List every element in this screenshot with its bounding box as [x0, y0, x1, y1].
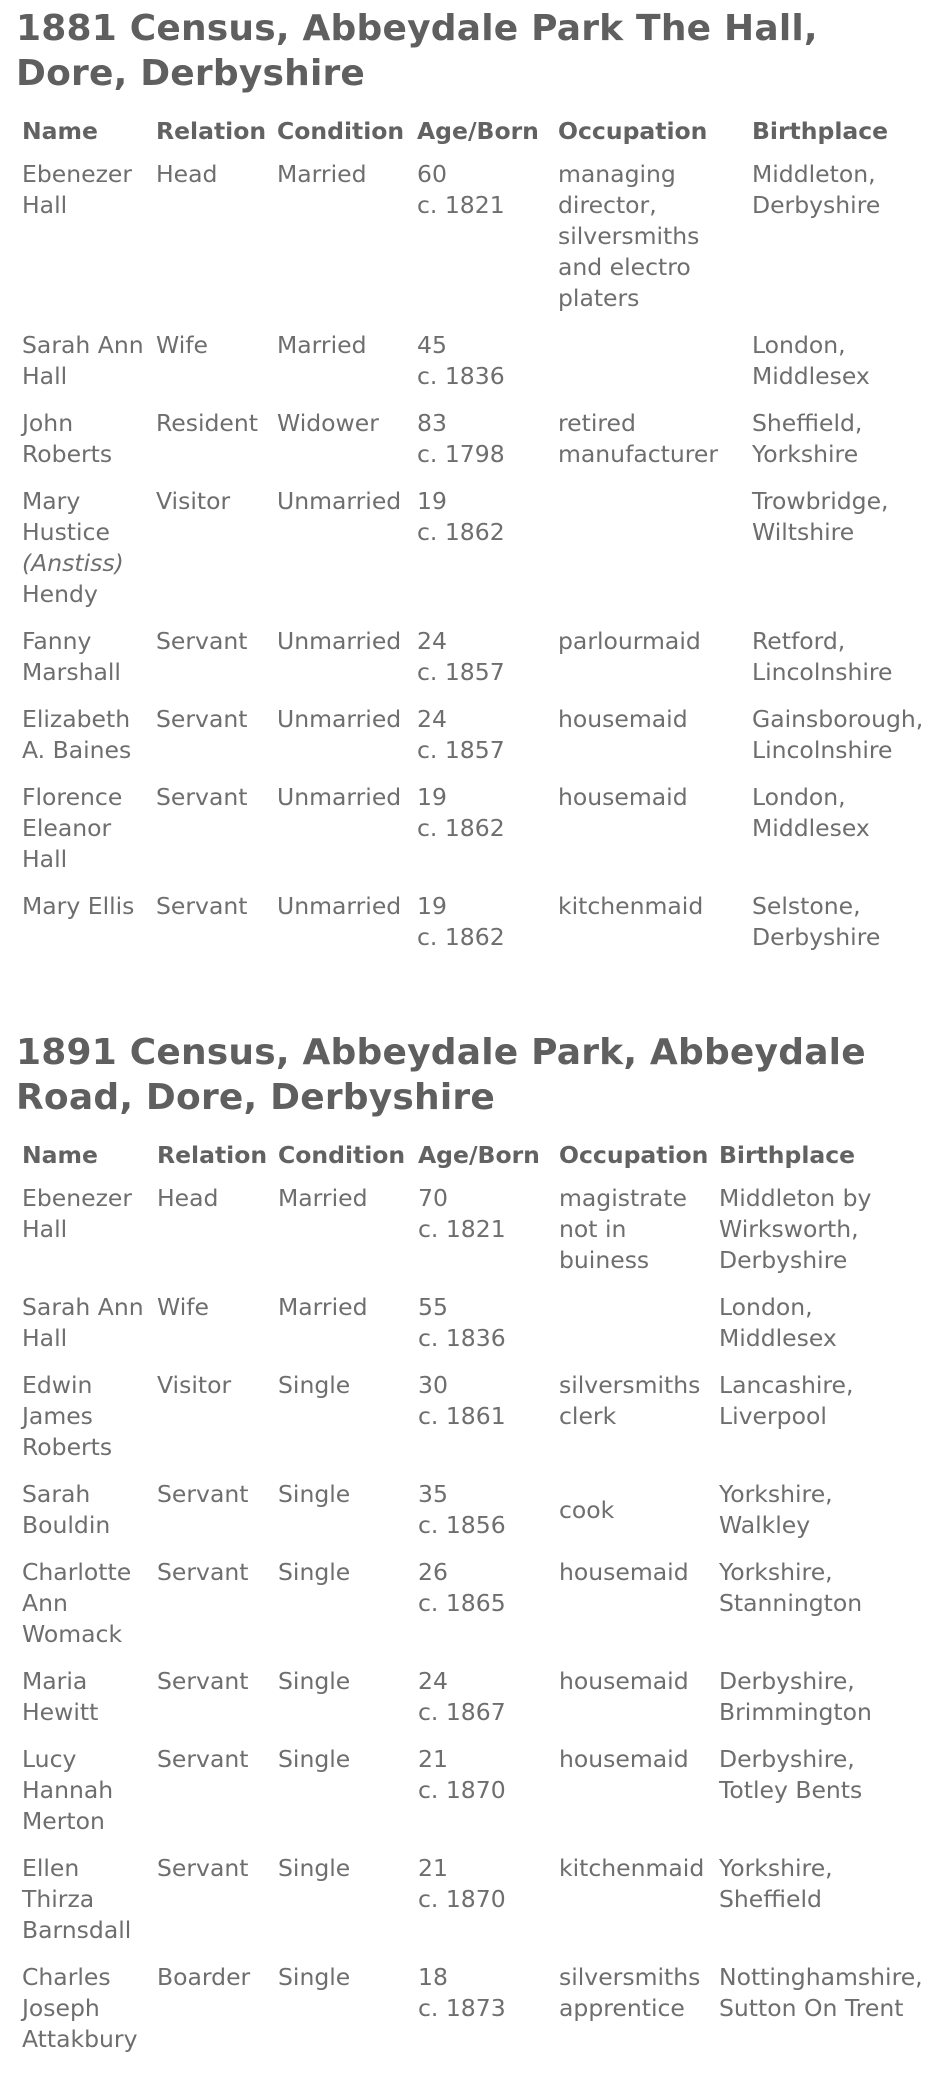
born-value: c. 1867 [418, 1698, 506, 1726]
cell-condition: Unmarried [277, 892, 402, 920]
cell-birthplace: Derbyshire, Brimmington [719, 1667, 872, 1726]
cell-birthplace: Yorkshire, Walkley [719, 1480, 833, 1539]
cell-name: Charles Joseph Attakbury [22, 1963, 138, 2053]
cell-name: Sarah Ann Hall [22, 331, 144, 390]
cell-birthplace: Retford, Lincolnshire [752, 627, 893, 686]
cell-birthplace: Selstone, Derbyshire [752, 892, 881, 951]
header-name: Name [22, 1141, 98, 1169]
header-relation: Relation [157, 1141, 268, 1169]
table-row [16, 1366, 926, 1475]
cell-relation: Servant [156, 627, 248, 655]
header-condition: Condition [277, 117, 405, 145]
cell-occupation: silversmiths apprentice [559, 1963, 701, 2022]
cell-relation: Servant [156, 783, 248, 811]
cell-condition: Married [278, 1184, 368, 1212]
cell-name: Ebenezer Hall [22, 160, 133, 219]
born-value: c. 1821 [417, 191, 505, 219]
cell-occupation [552, 326, 746, 404]
cell-name: Sarah Bouldin [22, 1480, 111, 1539]
age-value: 45 [417, 331, 447, 359]
cell-age-born [412, 1662, 553, 1740]
cell-relation: Wife [156, 331, 208, 359]
cell-relation: Servant [157, 1480, 249, 1508]
born-value: c. 1798 [417, 440, 505, 468]
born-value: c. 1870 [418, 1885, 506, 1913]
cell-birthplace: Trowbridge, Wiltshire [752, 487, 889, 546]
cell-birthplace: London, Middlesex [752, 331, 870, 390]
cell-age-born [411, 404, 552, 482]
age-value: 30 [418, 1371, 448, 1399]
born-value: c. 1857 [417, 658, 505, 686]
cell-condition: Married [277, 160, 367, 188]
header-birthplace: Birthplace [719, 1141, 856, 1169]
cell-name: Sarah Ann Hall [22, 1293, 144, 1352]
born-value: c. 1856 [418, 1511, 506, 1539]
age-value: 24 [417, 705, 447, 733]
cell-condition: Unmarried [277, 705, 402, 733]
age-value: 19 [417, 487, 447, 515]
cell-condition: Unmarried [277, 487, 402, 515]
cell-condition: Single [278, 1963, 351, 1991]
table-row [16, 778, 926, 887]
cell-name: Ebenezer Hall [22, 1184, 133, 1243]
cell-birthplace: Middleton by Wirksworth, Derbyshire [719, 1184, 872, 1274]
born-value: c. 1870 [418, 1776, 506, 1804]
born-value: c. 1862 [417, 814, 505, 842]
census-1881-section [16, 6, 926, 965]
cell-condition: Unmarried [277, 627, 402, 655]
header-condition: Condition [278, 1141, 406, 1169]
age-value: 35 [418, 1480, 448, 1508]
cell-age-born [412, 1958, 553, 2067]
age-value: 83 [417, 409, 447, 437]
cell-occupation: housemaid [559, 1558, 689, 1586]
table-row [16, 887, 926, 965]
cell-name: Florence Eleanor Hall [22, 783, 123, 873]
cell-condition: Single [278, 1371, 351, 1399]
cell-condition: Single [278, 1480, 351, 1508]
cell-condition: Single [278, 1667, 351, 1695]
cell-birthplace: London, Middlesex [719, 1293, 837, 1352]
table-header-row [16, 1140, 926, 1179]
header-relation: Relation [156, 117, 267, 145]
born-value: c. 1862 [417, 518, 505, 546]
born-value: c. 1821 [418, 1215, 506, 1243]
table-row [16, 1662, 926, 1740]
table-row [16, 155, 926, 326]
cell-occupation: housemaid [558, 705, 688, 733]
cell-name: Charlotte Ann Womack [22, 1558, 132, 1648]
table-row [16, 1849, 926, 1958]
table-row [16, 700, 926, 778]
table-row [16, 1288, 926, 1366]
age-value: 19 [417, 892, 447, 920]
age-value: 26 [418, 1558, 448, 1586]
age-value: 55 [418, 1293, 448, 1321]
cell-occupation: cook [559, 1495, 615, 1524]
header-occupation: Occupation [558, 117, 708, 145]
name-suffix-text: Hendy [22, 580, 98, 608]
cell-birthplace: Yorkshire, Sheffield [719, 1854, 833, 1913]
cell-relation: Head [156, 160, 218, 188]
cell-age-born [412, 1288, 553, 1366]
cell-relation: Boarder [157, 1963, 251, 1991]
header-name: Name [22, 117, 98, 145]
cell-occupation: housemaid [559, 1745, 689, 1773]
cell-occupation: retired manufacturer [558, 409, 719, 468]
cell-age-born [412, 1553, 553, 1662]
cell-occupation: housemaid [558, 783, 688, 811]
census-1891-table [16, 1140, 926, 2067]
age-value: 60 [417, 160, 447, 188]
cell-age-born [411, 778, 552, 887]
born-value: c. 1862 [417, 923, 505, 951]
cell-condition: Unmarried [277, 783, 402, 811]
cell-name: Maria Hewitt [22, 1667, 99, 1726]
table-row [16, 404, 926, 482]
cell-age-born [412, 1475, 553, 1553]
age-value: 18 [418, 1963, 448, 1991]
cell-age-born [412, 1740, 553, 1849]
cell-relation: Resident [156, 409, 258, 437]
header-occupation: Occupation [559, 1141, 709, 1169]
cell-age-born [412, 1849, 553, 1958]
cell-age-born [411, 700, 552, 778]
cell-name: John Roberts [22, 409, 113, 468]
cell-name: Mary Ellis [22, 892, 135, 920]
cell-name: Fanny Marshall [22, 627, 121, 686]
born-value: c. 1857 [417, 736, 505, 764]
census-1881-title: 1881 Census, Abbeydale Park The Hall, Dore, Derbyshire [16, 8, 818, 94]
cell-relation: Head [157, 1184, 219, 1212]
born-value: c. 1865 [418, 1589, 506, 1617]
census-1891-title: 1891 Census, Abbeydale Park, Abbeydale Road, Dore, Derbyshire [16, 1032, 866, 1118]
cell-age-born [412, 1179, 553, 1288]
cell-occupation: housemaid [559, 1667, 689, 1695]
header-age-born: Age/Born [418, 1141, 540, 1169]
cell-name: Ellen Thirza Barnsdall [22, 1854, 132, 1944]
table-header-row [16, 116, 926, 155]
cell-name: Elizabeth A. Baines [22, 705, 132, 764]
cell-name: Edwin James Roberts [22, 1371, 113, 1461]
cell-age-born [411, 482, 552, 622]
cell-age-born [411, 887, 552, 965]
age-value: 24 [418, 1667, 448, 1695]
cell-age-born [411, 155, 552, 326]
cell-condition: Single [278, 1854, 351, 1882]
cell-relation: Servant [156, 892, 248, 920]
age-value: 19 [417, 783, 447, 811]
table-row [16, 622, 926, 700]
born-value: c. 1861 [418, 1402, 506, 1430]
cell-occupation: managing director, silversmiths and electro platers [558, 160, 700, 312]
cell-age-born [411, 326, 552, 404]
cell-occupation: magistrate not in buiness [559, 1184, 687, 1274]
cell-relation: Servant [156, 705, 248, 733]
cell-relation: Visitor [157, 1371, 232, 1399]
table-row [16, 482, 926, 622]
age-value: 70 [418, 1184, 448, 1212]
cell-age-born [412, 1366, 553, 1475]
cell-condition: Single [278, 1558, 351, 1586]
age-value: 21 [418, 1854, 448, 1882]
cell-occupation [553, 1288, 713, 1366]
cell-name [16, 482, 150, 622]
cell-birthplace: Derbyshire, Totley Bents [719, 1745, 863, 1804]
table-row [16, 326, 926, 404]
born-value: c. 1836 [418, 1324, 506, 1352]
cell-birthplace: Gainsborough, Lincolnshire [752, 705, 924, 764]
cell-condition: Married [278, 1293, 368, 1321]
header-birthplace: Birthplace [752, 117, 889, 145]
cell-birthplace: Nottinghamshire, Sutton On Trent [719, 1963, 923, 2022]
cell-occupation: silversmiths clerk [559, 1371, 701, 1430]
cell-relation: Servant [157, 1558, 249, 1586]
table-row [16, 1475, 926, 1553]
cell-occupation: parlourmaid [558, 627, 701, 655]
cell-relation: Servant [157, 1745, 249, 1773]
cell-birthplace: Middleton, Derbyshire [752, 160, 881, 219]
cell-relation: Servant [157, 1667, 249, 1695]
cell-condition: Widower [277, 409, 379, 437]
header-age-born: Age/Born [417, 117, 539, 145]
name-text: Mary Hustice [22, 487, 110, 546]
born-value: c. 1836 [417, 362, 505, 390]
census-1881-table [16, 116, 926, 965]
table-row [16, 1958, 926, 2067]
cell-occupation [552, 482, 746, 622]
cell-relation: Wife [157, 1293, 209, 1321]
cell-relation: Servant [157, 1854, 249, 1882]
cell-birthplace: Sheffield, Yorkshire [752, 409, 863, 468]
cell-occupation: kitchenmaid [559, 1854, 705, 1882]
cell-birthplace: London, Middlesex [752, 783, 870, 842]
cell-birthplace: Yorkshire, Stannington [719, 1558, 863, 1617]
age-value: 24 [417, 627, 447, 655]
cell-occupation: kitchenmaid [558, 892, 704, 920]
cell-birthplace: Lancashire, Liverpool [719, 1371, 854, 1430]
cell-age-born [411, 622, 552, 700]
table-row [16, 1553, 926, 1662]
cell-name: Lucy Hannah Merton [22, 1745, 114, 1835]
cell-condition: Single [278, 1745, 351, 1773]
name-alt-text: (Anstiss) [22, 549, 124, 577]
census-1891-section [16, 1030, 926, 2067]
table-row [16, 1740, 926, 1849]
age-value: 21 [418, 1745, 448, 1773]
table-row [16, 1179, 926, 1288]
cell-condition: Married [277, 331, 367, 359]
born-value: c. 1873 [418, 1994, 506, 2022]
cell-relation: Visitor [156, 487, 231, 515]
